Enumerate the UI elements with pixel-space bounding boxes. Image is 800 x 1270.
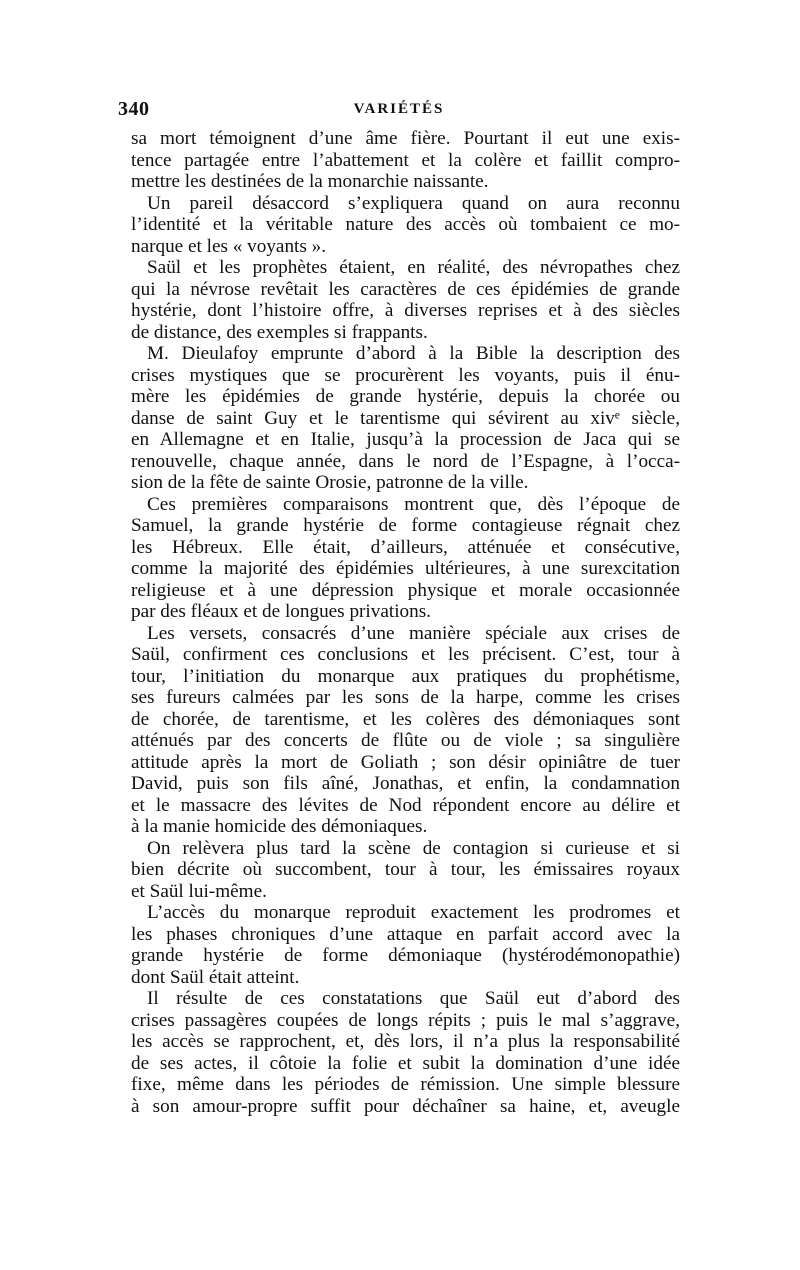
text-line: qui la névrose revêtait les caractères de ces épidémies de grande — [131, 278, 680, 300]
page-number: 340 — [118, 98, 150, 120]
paragraph — [131, 193, 680, 258]
paragraph — [131, 343, 680, 494]
text-line: sa mort témoignent d’une âme fière. Pourtant il eut une exis- — [131, 128, 680, 149]
text-line: grande hystérie de forme démoniaque (hystérodémonopathie) — [131, 945, 680, 966]
text-line: les phases chroniques d’une attaque en parfait accord avec la — [131, 923, 680, 945]
text-line: comme la majorité des épidémies ultérieures, à une surexcitation — [131, 558, 680, 579]
text-line: en Allemagne et en Italie, jusqu’à la procession de Jaca qui se — [131, 429, 680, 450]
text-line: l’identité et la véritable nature des accès où tombaient ce mo- — [131, 214, 680, 235]
text-line: hystérie, dont l’histoire offre, à diverses reprises et à des siècles — [131, 300, 680, 321]
text-line: Les versets, consacrés d’une manière spéciale aux crises de — [147, 622, 680, 644]
text-line: à son amour-propre suffit pour déchaîner sa haine, et, aveugle — [131, 1095, 680, 1117]
paragraph — [131, 838, 680, 903]
text-line: par des fléaux et de longues privations. — [131, 601, 431, 622]
paragraph — [131, 494, 680, 623]
text-line: ses fureurs calmées par les sons de la harpe, comme les crises — [131, 687, 680, 708]
text-line: danse de saint Guy et le tarentisme qui sévirent au xivᵉ siècle, — [131, 407, 680, 429]
text-line: atténués par des concerts de flûte ou de viole ; sa singulière — [131, 730, 680, 751]
text-line: tour, l’initiation du monarque aux pratiques du prophétisme, — [131, 665, 680, 687]
text-line: et Saül lui-même. — [131, 880, 267, 902]
page-header — [118, 98, 680, 124]
paragraph — [131, 257, 680, 343]
text-line: Il résulte de ces constatations que Saül eut d’abord des — [147, 988, 680, 1009]
text-line: Saül et les prophètes étaient, en réalité, des névropathes chez — [147, 257, 680, 278]
text-line: Saül, confirment ces conclusions et les précisent. C’est, tour à — [131, 644, 680, 665]
text-line: les accès se rapprochent, et, dès lors, il n’a plus la responsabilité — [131, 1031, 680, 1052]
running-title: VARIÉTÉS — [353, 101, 445, 117]
text-line: Ces premières comparaisons montrent que, dès l’époque de — [147, 493, 680, 515]
text-line: religieuse et à une dépression physique et morale occasionnée — [131, 579, 680, 601]
text-line: tence partagée entre l’abattement et la colère et faillit compro- — [131, 149, 680, 171]
text-line: attitude après la mort de Goliath ; son désir opiniâtre de tuer — [131, 751, 680, 773]
text-line: David, puis son fils aîné, Jonathas, et enfin, la condamnation — [131, 773, 680, 794]
paragraph — [131, 988, 680, 1117]
text-line: mère les épidémies de grande hystérie, depuis la chorée ou — [131, 386, 680, 407]
paragraph — [131, 902, 680, 988]
text-line: L’accès du monarque reproduit exactement les prodromes et — [147, 902, 680, 923]
text-line: et le massacre des lévites de Nod répondent encore au délire et — [131, 794, 680, 816]
paragraph — [131, 128, 680, 193]
text-line: de chorée, de tarentisme, et les colères des démoniaques sont — [131, 708, 680, 730]
text-line: narque et les « voyants ». — [131, 235, 327, 257]
paragraph — [131, 623, 680, 838]
text-line: renouvelle, chaque année, dans le nord de l’Espagne, à l’occa- — [131, 450, 680, 472]
text-line: les Hébreux. Elle était, d’ailleurs, atténuée et consécutive, — [131, 536, 680, 558]
text-line: de ses actes, il côtoie la folie et subit la domination d’une idée — [131, 1052, 680, 1074]
text-line: On relèvera plus tard la scène de contagion si curieuse et si — [147, 837, 680, 859]
text-line: dont Saül était atteint. — [131, 966, 300, 988]
text-line: de distance, des exemples si frappants. — [131, 321, 428, 343]
text-line: bien décrite où succombent, tour à tour, les émissaires royaux — [131, 859, 680, 880]
text-line: Un pareil désaccord s’expliquera quand on aura reconnu — [147, 192, 680, 214]
text-line: fixe, même dans les périodes de rémission. Une simple blessure — [131, 1074, 680, 1095]
body-text — [131, 128, 680, 1117]
text-line: mettre les destinées de la monarchie naissante. — [131, 171, 489, 192]
text-line: M. Dieulafoy emprunte d’abord à la Bible la description des — [147, 343, 680, 364]
text-line: crises passagères coupées de longs répits ; puis le mal s’aggrave, — [131, 1009, 680, 1031]
text-line: crises mystiques que se procurèrent les voyants, puis il énu- — [131, 364, 680, 386]
text-line: sion de la fête de sainte Orosie, patronne de la ville. — [131, 472, 529, 493]
text-line: à la manie homicide des démoniaques. — [131, 816, 428, 837]
text-line: Samuel, la grande hystérie de forme contagieuse régnait chez — [131, 515, 680, 536]
